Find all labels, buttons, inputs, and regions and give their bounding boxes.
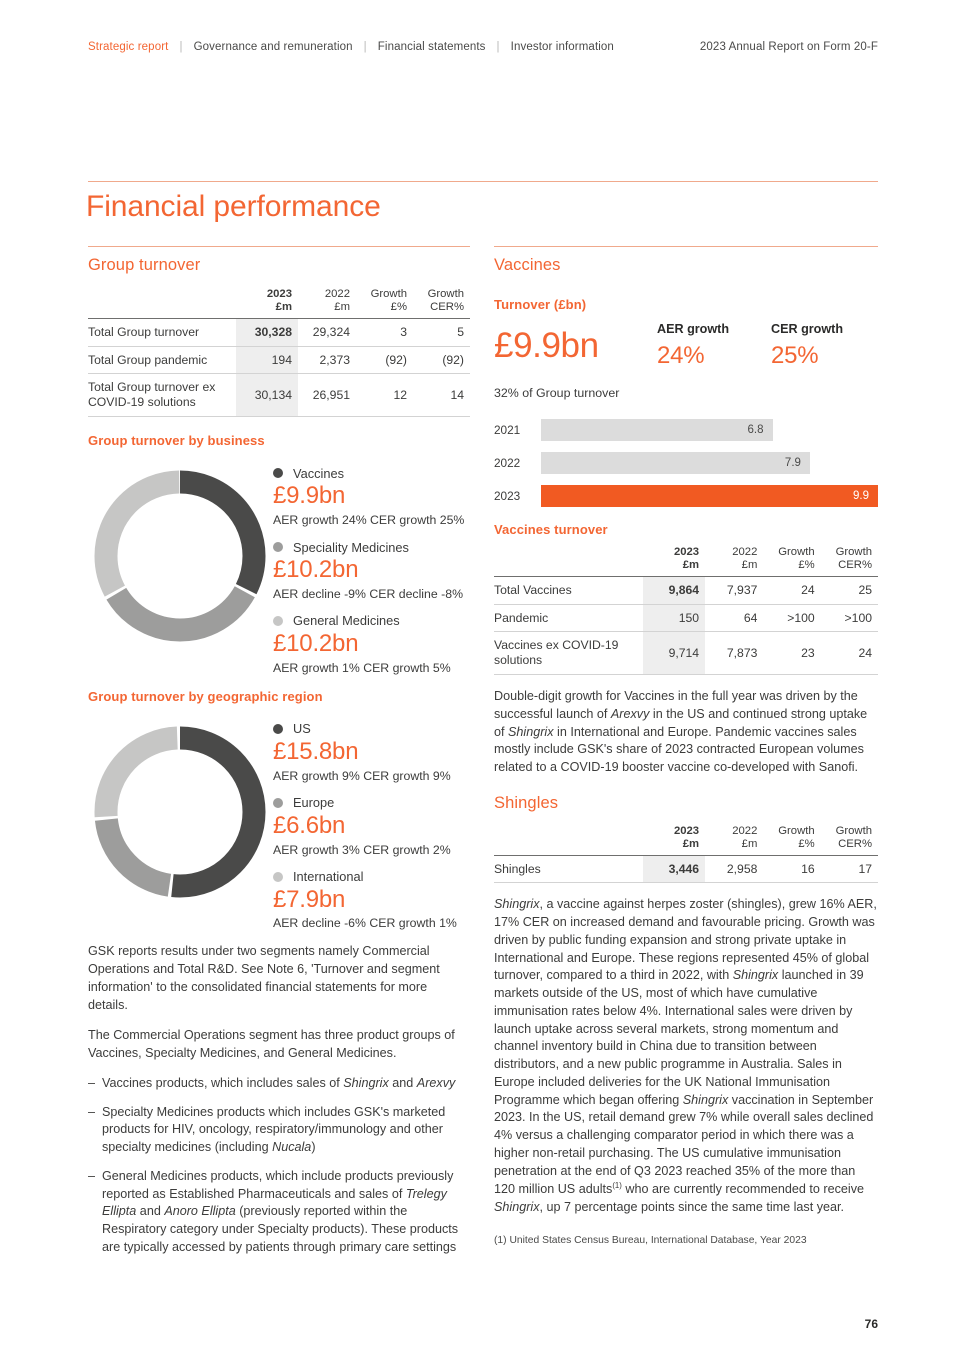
- legend-value: £7.9bn: [273, 885, 346, 913]
- row-value-2023: 3,446: [643, 856, 705, 883]
- group-turnover-table: [88, 288, 470, 417]
- breadcrumb-item-strategic-report[interactable]: Strategic report: [88, 41, 169, 53]
- row-label: Total Group turnover ex COVID-19 solutions: [88, 380, 216, 410]
- row-growth-gbp: 3: [400, 324, 407, 339]
- vaccines-divider: [494, 246, 878, 247]
- row-growth-cer: 24: [858, 645, 872, 660]
- donut-chart-business: [94, 470, 266, 642]
- vaccines-turnover-heading: Vaccines turnover: [494, 522, 608, 537]
- shingles-paragraph: Shingrix, a vaccine against herpes zoster (shingles), grew 16% AER, 17% CER on increased demand and favourable pricing. Growth was driven by public funding expansion and strong private uptake in International and Europe. These regions represented 45% of global turnover, compared to a third in 2022, with Shingrix launched in 39 markets outside of the US, most of which have cumulative immunisation rates below 4%. International sales were driven by launch uptake across several markets, strong momentum and channel inventory build in China due to transition between distributors, and a new public programme in Australia. Sales in Europe included deliveries for the UK National Immunisation Programme which began offering Shingrix vaccination in September 2023. In the US, retail demand grew 7% while overall sales declined 4% versus a challenging comparator period in which there was a higher non-retail purchasing. The US cumulative immunisation penetration at the end of Q3 2023 reached 35% of the more than 120 million US adults$^{(1)}$ who are currently recommended to receive Shingrix, up 7 percentage points since the same time last year.: [494, 897, 877, 1215]
- table-header-blank: [88, 288, 236, 318]
- breadcrumb-separator: |: [496, 41, 500, 53]
- page-title: Financial performance: [86, 190, 381, 223]
- table-header-2023: 2023 £m: [673, 824, 700, 851]
- breadcrumb-item-investor-information[interactable]: Investor information: [510, 41, 614, 53]
- legend-dot-icon: [273, 616, 283, 626]
- row-growth-cer: (92): [442, 352, 464, 367]
- donut-chart-region: [94, 726, 266, 898]
- row-growth-gbp: 16: [801, 861, 815, 876]
- bar-fill: [541, 419, 773, 441]
- table-header-growth-cer: Growth CER%: [835, 546, 872, 572]
- legend-value: £10.2bn: [273, 629, 359, 657]
- table-header-growth-gbp: Growth £%: [370, 288, 407, 314]
- region-donut-heading: Group turnover by geographic region: [88, 688, 323, 704]
- breadcrumb-item-financial-statements[interactable]: Financial statements: [377, 41, 486, 53]
- table-header-2022: 2022 £m: [732, 824, 758, 851]
- list-item-text: Vaccines products, which includes sales of Shingrix and Arexvy: [102, 1075, 456, 1090]
- vaccines-turnover-table-wrap: [494, 546, 878, 675]
- legend-dot-icon: [273, 872, 283, 882]
- row-label: Total Group pandemic: [88, 352, 208, 367]
- table-header-2022: 2022 £m: [324, 288, 350, 314]
- bar-track: [541, 419, 878, 441]
- breadcrumb-item-governance[interactable]: Governance and remuneration: [193, 41, 353, 53]
- breadcrumb-separator: |: [179, 41, 183, 53]
- row-growth-gbp: 24: [801, 582, 815, 597]
- source-footnote: (1) United States Census Bureau, International Database, Year 2023: [494, 1235, 807, 1247]
- group-turnover-divider: [88, 246, 470, 247]
- table-row: [88, 347, 470, 374]
- document-reference: 2023 Annual Report on Form 20-F: [699, 41, 878, 53]
- list-item-text: Specialty Medicines products which includes GSK's marketed products for HIV, oncology, respiratory/immunology and other specialty medicines (including Nucala): [102, 1104, 446, 1155]
- row-growth-cer: 17: [858, 861, 872, 876]
- row-label: Shingles: [494, 861, 541, 876]
- vaccines-kpi-value: £9.9bn: [494, 326, 599, 365]
- row-value-2023: 9,714: [643, 632, 705, 674]
- legend-note: AER growth 3% CER growth 2%: [273, 842, 451, 857]
- legend-item: [273, 612, 470, 675]
- legend-item: [273, 720, 470, 783]
- vaccines-heading: Vaccines: [494, 256, 561, 274]
- table-row: [494, 577, 878, 604]
- row-growth-gbp: >100: [787, 610, 815, 625]
- row-value-2023: 9,864: [643, 577, 705, 604]
- product-group-bullets: [88, 1075, 470, 1257]
- table-row: [88, 319, 470, 346]
- group-turnover-heading: Group turnover: [88, 256, 201, 274]
- row-growth-gbp: 12: [393, 387, 407, 402]
- legend-note: AER decline -9% CER decline -8%: [273, 586, 464, 601]
- bar-value: 9.9: [853, 490, 869, 502]
- legend-note: AER growth 1% CER growth 5%: [273, 660, 451, 675]
- share-of-group-turnover: 32% of Group turnover: [494, 386, 620, 400]
- shingles-table-wrap: [494, 825, 878, 884]
- legend-label: International: [293, 869, 364, 885]
- legend-dot-icon: [273, 798, 283, 808]
- bar-label: 2021: [494, 423, 521, 437]
- legend-value: £6.6bn: [273, 811, 346, 839]
- cer-growth-kpi: [771, 322, 843, 370]
- legend-dot-icon: [273, 468, 283, 478]
- legend-note: AER growth 9% CER growth 9%: [273, 768, 451, 783]
- page-number: 76: [864, 1317, 878, 1331]
- legend-value: £9.9bn: [273, 482, 346, 510]
- table-row: [494, 632, 878, 674]
- table-row: [494, 605, 878, 632]
- vaccines-kpi-row: [494, 322, 878, 384]
- legend-item: [273, 868, 470, 931]
- group-turnover-by-region-chart: [88, 718, 470, 931]
- cer-growth-caption: CER growth: [771, 322, 844, 336]
- running-header: [88, 41, 878, 53]
- segments-paragraph-1: GSK reports results under two segments namely Commercial Operations and Total R&D. See Note 6, 'Turnover and segment information' to the consolidated financial statements for more details.: [88, 944, 440, 1012]
- segments-paragraph-2: The Commercial Operations segment has three product groups of Vaccines, Specialty Medicines, and General Medicines.: [88, 1028, 455, 1061]
- vaccines-turnover-bar-chart: [494, 418, 878, 508]
- vaccines-turnover-table: [494, 546, 878, 675]
- legend-note: AER growth 24% CER growth 25%: [273, 513, 465, 528]
- row-value-2023: 30,134: [236, 374, 298, 416]
- title-divider: [88, 181, 878, 182]
- right-column: [494, 246, 878, 1246]
- legend-note: AER decline -6% CER growth 1%: [273, 916, 457, 931]
- table-header-2023: 2023 £m: [266, 288, 292, 314]
- breadcrumb: [88, 41, 614, 53]
- bar-row: [494, 418, 878, 442]
- row-growth-gbp: 23: [801, 645, 815, 660]
- bar-label: 2022: [494, 456, 521, 470]
- group-turnover-by-business-chart: [88, 462, 470, 675]
- shingles-table: [494, 825, 878, 884]
- list-item-text: General Medicines products, which include products previously reported as Established Pharmaceuticals and sales of Trelegy Ellipta and Anoro Ellipta (previously reported within the Respiratory category under Specialty products). These products are typically accessed by patients through primary care settings: [102, 1168, 459, 1254]
- table-header-blank: [494, 825, 643, 855]
- bar-value: 7.9: [784, 457, 801, 469]
- row-value-2022: 26,951: [312, 387, 350, 402]
- row-value-2022: 29,324: [312, 324, 350, 339]
- legend-value: £15.8bn: [273, 737, 359, 765]
- table-row: [88, 374, 470, 416]
- row-label: Total Group turnover: [88, 324, 200, 339]
- region-legend: [273, 718, 470, 931]
- table-header-growth-cer: Growth CER%: [835, 824, 872, 851]
- aer-growth-value: 24%: [657, 342, 705, 369]
- bullet-dash: –: [88, 1104, 96, 1119]
- table-header-2022: 2022 £m: [732, 546, 758, 572]
- breadcrumb-separator: |: [363, 41, 367, 53]
- row-value-2022: 2,373: [319, 352, 350, 367]
- list-item: [88, 1104, 470, 1157]
- list-item: [88, 1168, 470, 1257]
- vaccines-paragraph: Double-digit growth for Vaccines in the full year was driven by the successful launch of Arexvy in the US and continued strong uptake of Shingrix in International and Europe. Pandemic vaccines sales mostly include GSK's share of 2023 contracted European volumes related to a COVID-19 booster vaccine co-developed with Sanofi.: [494, 689, 868, 775]
- group-turnover-table-wrap: [88, 288, 470, 417]
- row-label: Pandemic: [494, 610, 549, 625]
- shingles-heading: Shingles: [494, 793, 559, 812]
- bar-label: 2023: [494, 489, 521, 503]
- row-value-2022: 7,937: [726, 582, 758, 597]
- bar-value: 6.8: [747, 424, 764, 436]
- row-label: Vaccines ex COVID-19 solutions: [494, 638, 619, 668]
- table-header-growth-gbp: Growth £%: [778, 546, 815, 572]
- bullet-dash: –: [88, 1075, 96, 1090]
- legend-dot-icon: [273, 542, 283, 552]
- row-value-2022: 64: [743, 610, 758, 625]
- bar-track: [541, 485, 878, 507]
- row-value-2022: 7,873: [726, 645, 758, 660]
- table-header-growth-gbp: Growth £%: [778, 824, 815, 851]
- aer-growth-caption: AER growth: [657, 322, 730, 336]
- row-growth-gbp: (92): [385, 352, 407, 367]
- legend-item: [273, 464, 470, 527]
- legend-label: General Medicines: [293, 613, 400, 629]
- aer-growth-kpi: [657, 322, 729, 370]
- legend-label: Europe: [293, 795, 335, 811]
- row-growth-cer: 14: [450, 387, 464, 402]
- turnover-label: Turnover (£bn): [494, 297, 587, 312]
- table-header-growth-cer: Growth CER%: [427, 288, 464, 314]
- bar-fill: [541, 452, 810, 474]
- row-growth-cer: 5: [457, 324, 464, 339]
- legend-dot-icon: [273, 724, 283, 734]
- row-growth-cer: >100: [844, 610, 872, 625]
- table-row: [494, 856, 878, 883]
- table-header-blank: [494, 546, 643, 576]
- cer-growth-value: 25%: [771, 342, 819, 369]
- table-header-2023: 2023 £m: [673, 546, 700, 572]
- row-value-2023: 30,328: [236, 319, 298, 346]
- legend-label: Speciality Medicines: [293, 539, 409, 555]
- row-value-2022: 2,958: [726, 861, 758, 876]
- bar-row: [494, 484, 878, 508]
- row-value-2023: 194: [236, 347, 298, 374]
- left-column: [88, 246, 470, 1268]
- legend-item: [273, 538, 470, 601]
- business-legend: [273, 462, 470, 675]
- row-value-2023: 150: [643, 605, 705, 632]
- list-item: [88, 1075, 470, 1093]
- bar-track: [541, 452, 878, 474]
- legend-item: [273, 794, 470, 857]
- bar-fill-highlight: [541, 485, 878, 507]
- row-label: Total Vaccines: [494, 582, 572, 597]
- legend-label: Vaccines: [293, 465, 344, 481]
- bullet-dash: –: [88, 1168, 96, 1183]
- row-growth-cer: 25: [858, 582, 872, 597]
- business-donut-heading: Group turnover by business: [88, 433, 265, 449]
- legend-label: US: [293, 721, 311, 737]
- legend-value: £10.2bn: [273, 556, 359, 584]
- bar-row: [494, 451, 878, 475]
